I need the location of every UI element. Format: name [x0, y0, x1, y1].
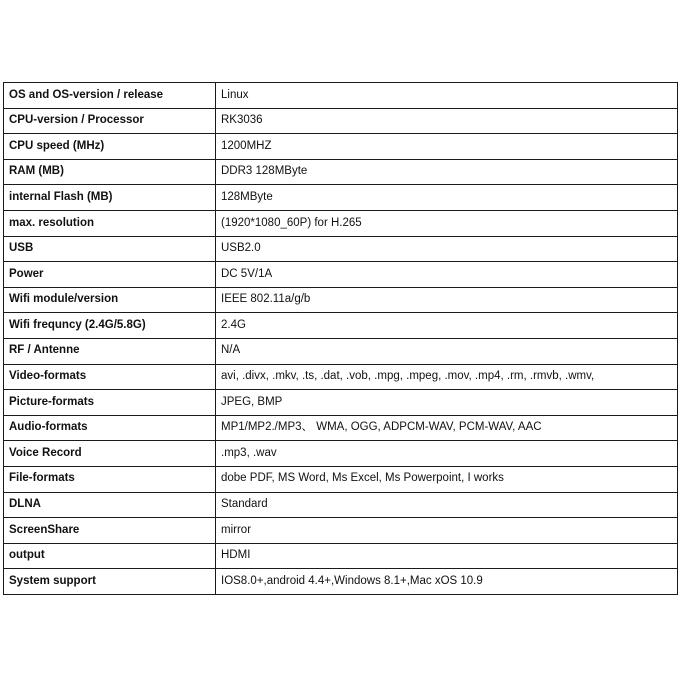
spec-value: DC 5V/1A — [216, 262, 678, 288]
spec-label: internal Flash (MB) — [4, 185, 216, 211]
table-row — [4, 210, 678, 236]
spec-label: USB — [4, 236, 216, 262]
table-row — [4, 492, 678, 518]
spec-table-body — [4, 83, 678, 595]
spec-label: RF / Antenne — [4, 338, 216, 364]
spec-label: Wifi module/version — [4, 287, 216, 313]
table-row — [4, 415, 678, 441]
table-row — [4, 338, 678, 364]
spec-value: .mp3, .wav — [216, 441, 678, 467]
table-row — [4, 390, 678, 416]
table-row — [4, 134, 678, 160]
spec-value: 1200MHZ — [216, 134, 678, 160]
spec-value: IOS8.0+,android 4.4+,Windows 8.1+,Mac xOS 10.9 — [216, 569, 678, 595]
spec-value: avi, .divx, .mkv, .ts, .dat, .vob, .mpg, .mpeg, .mov, .mp4, .rm, .rmvb, .wmv, — [216, 364, 678, 390]
spec-label: ScreenShare — [4, 518, 216, 544]
spec-value: HDMI — [216, 543, 678, 569]
spec-label: CPU speed (MHz) — [4, 134, 216, 160]
table-row — [4, 518, 678, 544]
spec-label: Power — [4, 262, 216, 288]
spec-value: Linux — [216, 83, 678, 109]
table-row — [4, 543, 678, 569]
spec-value: N/A — [216, 338, 678, 364]
spec-value: USB2.0 — [216, 236, 678, 262]
table-row — [4, 313, 678, 339]
spec-label: Wifi frequncy (2.4G/5.8G) — [4, 313, 216, 339]
spec-label: Voice Record — [4, 441, 216, 467]
spec-value: (1920*1080_60P) for H.265 — [216, 210, 678, 236]
table-row — [4, 569, 678, 595]
spec-value: dobe PDF, MS Word, Ms Excel, Ms Powerpoint, I works — [216, 466, 678, 492]
spec-value: 128MByte — [216, 185, 678, 211]
spec-label: File-formats — [4, 466, 216, 492]
table-row — [4, 83, 678, 109]
table-row — [4, 159, 678, 185]
table-row — [4, 108, 678, 134]
spec-label: Video-formats — [4, 364, 216, 390]
table-row — [4, 262, 678, 288]
spec-label: Audio-formats — [4, 415, 216, 441]
spec-value: 2.4G — [216, 313, 678, 339]
table-row — [4, 364, 678, 390]
table-row — [4, 236, 678, 262]
spec-label: OS and OS-version / release — [4, 83, 216, 109]
spec-value: RK3036 — [216, 108, 678, 134]
spec-label: RAM (MB) — [4, 159, 216, 185]
table-row — [4, 441, 678, 467]
table-row — [4, 466, 678, 492]
spec-value: mirror — [216, 518, 678, 544]
spec-value: MP1/MP2./MP3、 WMA, OGG, ADPCM-WAV, PCM-WAV, AAC — [216, 415, 678, 441]
spec-label: max. resolution — [4, 210, 216, 236]
spec-label: DLNA — [4, 492, 216, 518]
spec-table — [3, 82, 678, 595]
spec-label: CPU-version / Processor — [4, 108, 216, 134]
spec-value: DDR3 128MByte — [216, 159, 678, 185]
spec-value: IEEE 802.11a/g/b — [216, 287, 678, 313]
spec-label: System support — [4, 569, 216, 595]
table-row — [4, 287, 678, 313]
spec-value: Standard — [216, 492, 678, 518]
spec-label: output — [4, 543, 216, 569]
spec-label: Picture-formats — [4, 390, 216, 416]
spec-value: JPEG, BMP — [216, 390, 678, 416]
table-row — [4, 185, 678, 211]
